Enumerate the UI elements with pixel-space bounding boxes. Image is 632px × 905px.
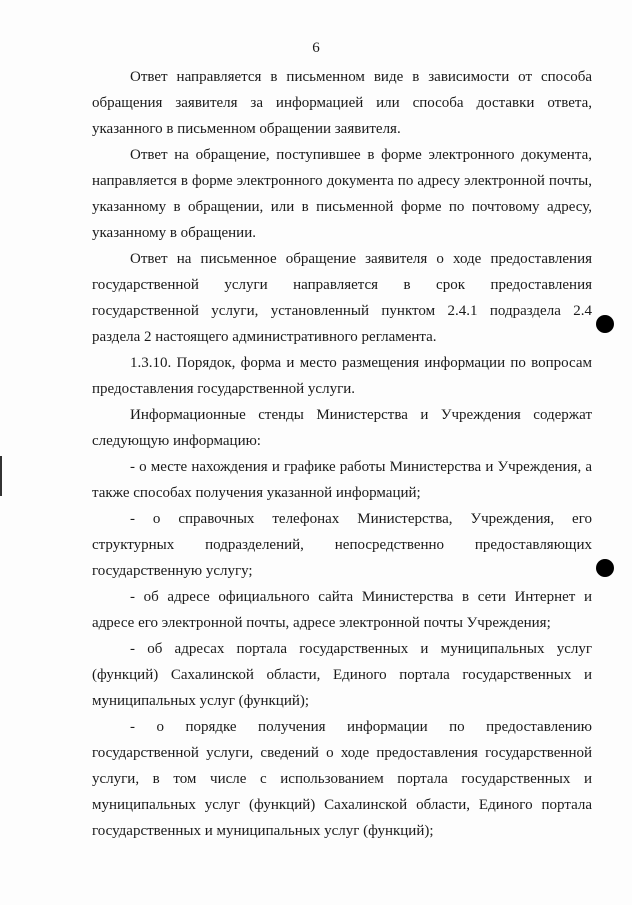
paragraph-section-1-3-10: 1.3.10. Порядок, форма и место размещения информации по вопросам предоставления государственной услуги. [92,355,592,397]
list-item-procedure: - о порядке получения информации по предоставлению государственной услуги, сведений о ходе предоставления государственной услуги, в том числе с использованием портала государственных и муниципальных услуг (функций) Сахалинской области, Единого портала государственных и муниципальных услуг (функций); [92,719,592,839]
paragraph-answer-written: Ответ направляется в письменном виде в зависимости от способа обращения заявителя за информацией или способа доставки ответа, указанного в письменном обращении заявителя. [92,69,592,137]
list-item-website-email: - об адресе официального сайта Министерства в сети Интернет и адресе его электронной почты, адресе электронной почты Учреждения; [92,589,592,631]
list-item-phones: - о справочных телефонах Министерства, Учреждения, его структурных подразделений, непосредственно предоставляющих государственную услугу; [92,511,592,579]
list-item-location-schedule: - о месте нахождения и графике работы Министерства и Учреждения, а также способах получения указанной информаций; [92,459,592,501]
document-body [92,64,592,844]
paragraph-info-stands: Информационные стенды Министерства и Учреждения содержат следующую информацию: [92,407,592,449]
scan-edge-mark [0,456,2,496]
punch-hole-mark [596,315,614,333]
punch-hole-mark [596,559,614,577]
paragraph-answer-progress: Ответ на письменное обращение заявителя о ходе предоставления государственной услуги направляется в срок предоставления государственной услуги, установленный пунктом 2.4.1 подраздела 2.4 раздела 2 настоящего административного регламента. [92,251,592,345]
paragraph-answer-electronic: Ответ на обращение, поступившее в форме электронного документа, направляется в форме электронного документа по адресу электронной почты, указанному в обращении, или в письменной форме по почтовому адресу, указанному в обращении. [92,147,592,241]
page-number: 6 [312,40,320,56]
list-item-portals: - об адресах портала государственных и муниципальных услуг (функций) Сахалинской области, Единого портала государственных и муниципальных услуг (функций); [92,641,592,709]
